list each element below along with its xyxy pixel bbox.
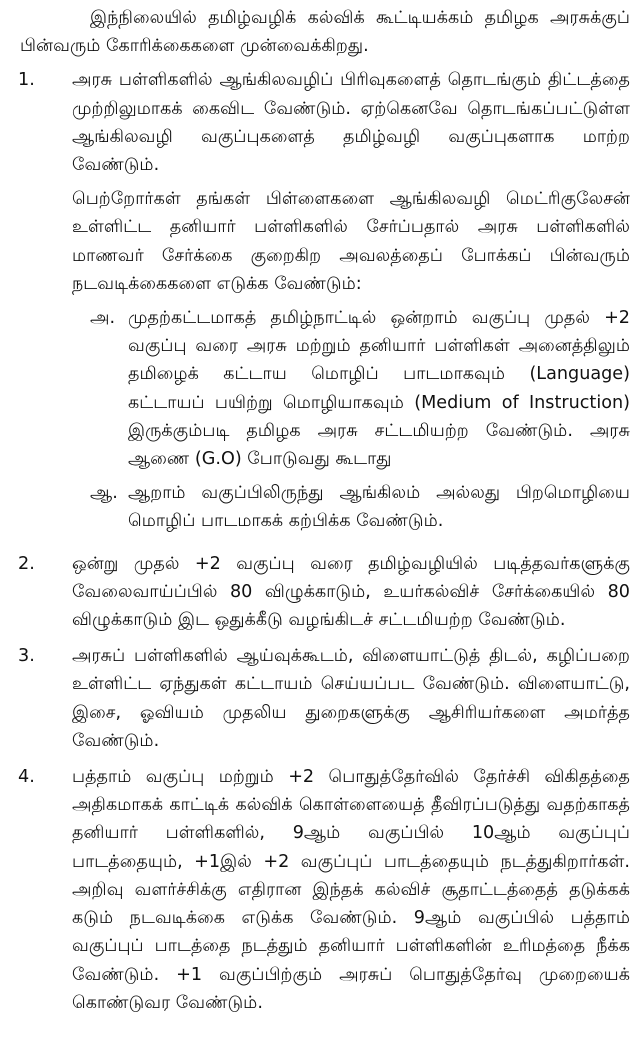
item-number: 2. xyxy=(18,553,35,574)
demand-item-2 xyxy=(10,550,630,635)
item-text: ஒன்று முதல் +2 வகுப்பு வரை தமிழ்வழியில் படித்தவர்களுக்கு வேலைவாய்ப்பில் 80 விழுக்காடும், உயர்கல்விச் சேர்க்கையில் 80 விழுக்காடும் இட ஒதுக்கீடு வழங்கிடச் சட்டமியற்ற வேண்டும். xyxy=(72,553,630,631)
item-number: 4. xyxy=(18,767,35,788)
sub-item-text: ஆறாம் வகுப்பிலிருந்து ஆங்கிலம் அல்லது பிறமொழியை மொழிப் பாடமாகக் கற்பிக்க வேண்டும். xyxy=(128,483,630,532)
item-paragraph: பெற்றோர்கள் தங்கள் பிள்ளைகளை ஆங்கிலவழி மெட்ரிகுலேசன் உள்ளிட்ட தனியார் பள்ளிகளில் சேர்ப்பதால் அரசு பள்ளிகளில் மாணவர் சேர்க்கை குறைகிற அவலத்தைப் போக்கப் பின்வரும் நடவடிக்கைகளை எடுக்க வேண்டும்: xyxy=(72,189,630,294)
item-number: 1. xyxy=(18,70,35,91)
sub-item-marker: ஆ. xyxy=(90,483,118,504)
item-paragraph: அரசு பள்ளிகளில் ஆங்கிலவழிப் பிரிவுகளைத் தொடங்கும் திட்டத்தை முற்றிலுமாகக் கைவிட வேண்டும். ஏற்கெனவே தொடங்கப்பட்டுள்ள ஆங்கிலவழி வகுப்புகளைத் தமிழ்வழி வகுப்புகளாக மாற்ற வேண்டும். xyxy=(72,70,630,176)
sub-item-text: முதற்கட்டமாகத் தமிழ்நாட்டில் ஒன்றாம் வகுப்பு முதல் +2 வகுப்பு வரை அரசு மற்றும் தனியார் பள்ளிகள் அனைத்திலும் தமிழைக் கட்டாய மொழிப் பாடமாகவும் (Language) கட்டாயப் பயிற்று மொழியாகவும் (Medium of Instruction) இருக்கும்படி தமிழக அரசு சட்டமியற்ற வேண்டும். அரசு ஆணை (G.O) போடுவது கூடாது xyxy=(128,308,630,470)
item-body xyxy=(72,66,630,541)
demand-item-3 xyxy=(10,642,630,755)
item-number: 3. xyxy=(18,646,35,667)
sub-item-a xyxy=(72,304,630,473)
demand-item-1 xyxy=(10,66,630,541)
sub-item-marker: அ. xyxy=(90,308,116,329)
item-text: பத்தாம் வகுப்பு மற்றும் +2 பொதுத்தேர்வில் தேர்ச்சி விகிதத்தை அதிகமாகக் காட்டிக் கல்விக் கொள்ளையைத் தீவிரப்படுத்து வதற்காகத் தனியார் பள்ளிகளில், 9ஆம் வகுப்பில் 10ஆம் வகுப்புப் பாடத்தையும், +1இல் +2 வகுப்புப் பாடத்தையும் நடத்துகிறார்கள். அறிவு வளர்ச்சிக்கு எதிரான இந்தக் கல்விச் சூதாட்டத்தைத் தடுக்கக் கடும் நடவடிக்கை எடுக்க வேண்டும். 9ஆம் வகுப்பில் பத்தாம் வகுப்புப் பாடத்தை நடத்தும் தனியார் பள்ளிகளின் உரிமத்தை நீக்க வேண்டும். +1 வகுப்பிற்கும் அரசுப் பொதுத்தேர்வு முறையைக் கொண்டுவர வேண்டும். xyxy=(72,767,630,1013)
demand-item-4 xyxy=(10,763,630,1017)
sub-item-aa xyxy=(72,479,630,535)
item-text: அரசுப் பள்ளிகளில் ஆய்வுக்கூடம், விளையாட்டுத் திடல், கழிப்பறை உள்ளிட்ட ஏந்துகள் கட்டாயம் செய்யப்பட வேண்டும். விளையாட்டு, இசை, ஓவியம் முதலிய துறைகளுக்கு ஆசிரியர்களை அமர்த்த வேண்டும். xyxy=(72,646,630,751)
intro-paragraph: இந்நிலையில் தமிழ்வழிக் கல்விக் கூட்டியக்கம் தமிழக அரசுக்குப் பின்வரும் கோரிக்கைகளை முன்வைக்கிறது. xyxy=(20,8,630,57)
